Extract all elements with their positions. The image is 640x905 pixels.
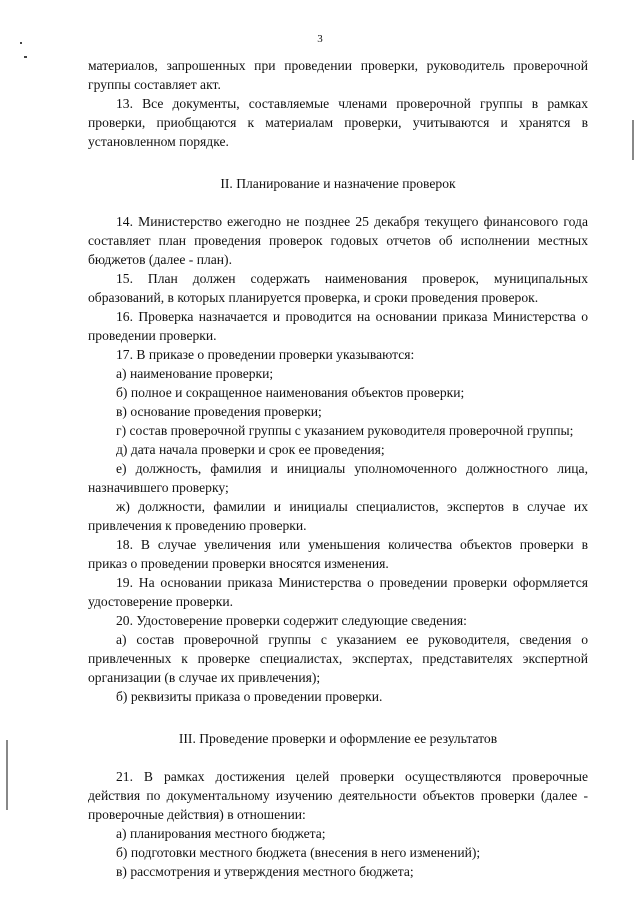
paragraph: 16. Проверка назначается и проводится на основании приказа Министерства о проведении проверки. <box>88 309 588 343</box>
section-heading: II. Планирование и назначение проверок <box>220 176 456 191</box>
paragraph: 19. На основании приказа Министерства о проведении проверки оформляется удостоверение проверки. <box>88 575 588 609</box>
paragraph: 13. Все документы, составляемые членами проверочной группы в рамках проверки, приобщаются к материалам проверки, учитываются и хранятся в установленном порядке. <box>88 96 588 149</box>
list-item: а) состав проверочной группы с указанием ее руководителя, сведения о привлеченных к проверке специалистах, экспертах, представителях экспертной организации (в случае их привлечения); <box>88 632 588 685</box>
scan-mark <box>20 42 22 44</box>
scan-mark <box>6 740 8 810</box>
paragraph: 21. В рамках достижения целей проверки осуществляются проверочные действия по документальному изучению деятельности объектов проверки (далее - проверочные действия) в отношении: <box>88 769 588 822</box>
paragraph: 17. В приказе о проведении проверки указываются: <box>116 347 415 362</box>
page-number: 3 <box>317 33 323 45</box>
list-item: д) дата начала проверки и срок ее проведения; <box>116 442 385 457</box>
paragraph: 15. План должен содержать наименования проверок, муниципальных образований, в которых планируется проверка, и сроки проведения проверок. <box>88 271 588 305</box>
list-item: а) планирования местного бюджета; <box>116 826 326 841</box>
paragraph: 18. В случае увеличения или уменьшения количества объектов проверки в приказ о проведении проверки вносятся изменения. <box>88 537 588 571</box>
document-body <box>88 56 588 881</box>
list-item: в) основание проведения проверки; <box>116 404 322 419</box>
list-item: а) наименование проверки; <box>116 366 274 381</box>
paragraph: 20. Удостоверение проверки содержит следующие сведения: <box>116 613 467 628</box>
paragraph: 14. Министерство ежегодно не позднее 25 декабря текущего финансового года составляет план проведения проверок годовых отчетов об исполнении местных бюджетов (далее - план). <box>88 214 588 267</box>
paragraph: материалов, запрошенных при проведении проверки, руководитель проверочной группы составляет акт. <box>88 58 588 92</box>
scan-mark <box>632 120 634 160</box>
scan-mark <box>24 56 27 58</box>
list-item: в) рассмотрения и утверждения местного бюджета; <box>116 864 414 879</box>
list-item: б) реквизиты приказа о проведении проверки. <box>116 689 383 704</box>
section-heading: III. Проведение проверки и оформление ее результатов <box>178 731 498 746</box>
list-item: б) подготовки местного бюджета (внесения в него изменений); <box>116 845 481 860</box>
list-item: б) полное и сокращенное наименования объектов проверки; <box>116 385 465 400</box>
list-item: е) должность, фамилия и инициалы уполномоченного должностного лица, назначившего проверку; <box>88 461 588 495</box>
list-item: г) состав проверочной группы с указанием руководителя проверочной группы; <box>116 423 574 438</box>
list-item: ж) должности, фамилии и инициалы специалистов, экспертов в случае их привлечения к проведению проверки. <box>88 499 588 533</box>
